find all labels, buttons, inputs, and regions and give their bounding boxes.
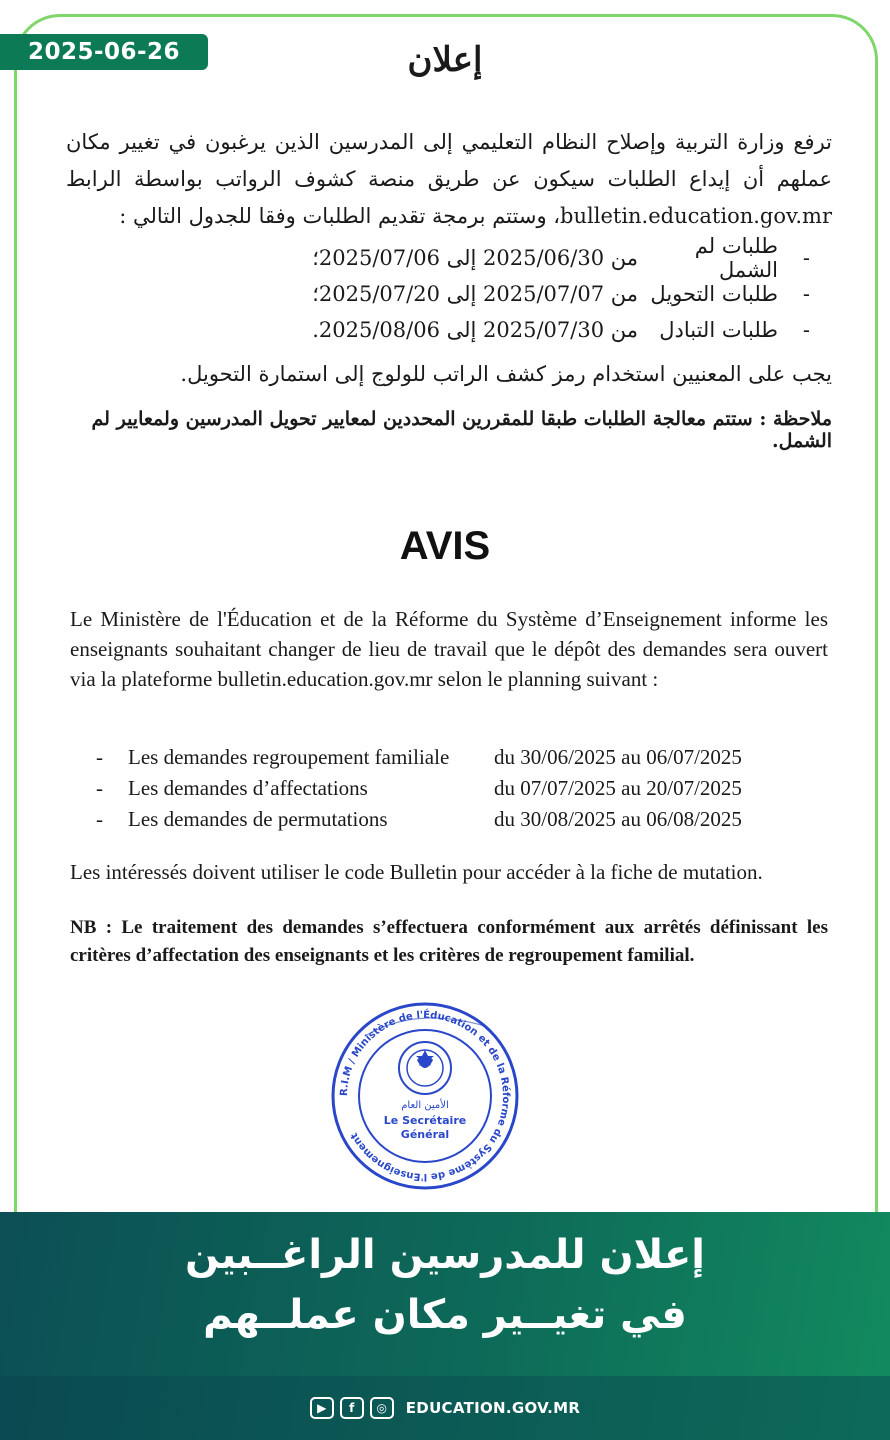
- youtube-icon[interactable]: ▶: [310, 1397, 334, 1419]
- bullet-dash: -: [96, 776, 103, 800]
- stamp-inner-french-1: Le Secrétaire: [383, 1114, 467, 1127]
- arabic-paragraph: ترفع وزارة التربية وإصلاح النظام التعليمي إلى المدرسين الذين يرغبون في تغيير مكان عملهم أن إيداع الطلبات سيكون عن طريق منصة كشوف الرواتب بواسطة الرابط bulletin.education.gov.mr، وستتم برمجة تقديم الطلبات وفقا للجدول التالي :: [66, 130, 832, 228]
- list-item: [96, 773, 776, 804]
- banner-title-line-2: في تغيــير مكان عملــهم: [203, 1292, 687, 1338]
- list-item: [96, 804, 776, 835]
- list-item: [250, 312, 810, 348]
- french-paragraph: Le Ministère de l'Éducation et de la Réforme du Système d’Enseignement informe les enseignants souhaitant changer de lieu de travail que le dépôt des demandes sera ouvert via la plateforme bulletin.education.gov.mr selon le planning suivant :: [70, 607, 828, 691]
- french-nb: NB : Le traitement des demandes s’effectuera conformément aux arrêtés définissant les critères d’affectation des enseignants et les critères de regroupement familial.: [70, 917, 828, 966]
- schedule-label: طلبات التبادل: [659, 318, 778, 342]
- footer-bar: [0, 1376, 890, 1440]
- schedule-range: من 2025/07/30 إلى 2025/08/06.: [312, 318, 638, 342]
- coat-of-arms-icon: [399, 1042, 451, 1094]
- arabic-schedule: [250, 234, 810, 348]
- bullet-dash: -: [802, 282, 810, 306]
- stamp-inner-french-2: Général: [400, 1128, 450, 1141]
- date-badge: 2025-06-26: [0, 34, 208, 70]
- footer-site-link[interactable]: EDUCATION.GOV.MR: [405, 1399, 581, 1417]
- arabic-title: إعلان: [407, 40, 483, 80]
- bullet-dash: -: [802, 318, 810, 342]
- list-item: [96, 742, 776, 773]
- stamp-inner-arabic: الأمين العام: [401, 1100, 449, 1111]
- arabic-note: ملاحظة : ستتم معالجة الطلبات طبقا للمقررين المحددين لمعايير تحويل المدرسين ولمعايير لم الشمل.: [91, 408, 832, 452]
- official-stamp: [325, 996, 525, 1196]
- schedule-label: Les demandes regroupement familiale: [128, 745, 450, 769]
- schedule-label: Les demandes de permutations: [128, 807, 388, 831]
- schedule-range: من 2025/07/07 إلى 2025/07/20؛: [312, 282, 638, 306]
- french-title: AVIS: [399, 524, 491, 568]
- stamp-outer-text: R.I.M / Ministère de l'Éducation et de la Réforme du Système de l'Enseignement: [338, 1009, 512, 1183]
- bullet-dash: -: [96, 807, 103, 831]
- schedule-label: Les demandes d’affectations: [128, 776, 368, 800]
- bullet-dash: -: [96, 745, 103, 769]
- list-item: [250, 234, 810, 282]
- schedule-range: du 30/06/2025 au 06/07/2025: [494, 745, 742, 769]
- list-item: [250, 276, 810, 312]
- schedule-range: du 07/07/2025 au 20/07/2025: [494, 776, 742, 800]
- arabic-instruction: يجب على المعنيين استخدام رمز كشف الراتب للولوج إلى استمارة التحويل.: [180, 362, 832, 386]
- bullet-dash: -: [802, 246, 810, 270]
- schedule-range: du 30/08/2025 au 06/08/2025: [494, 807, 742, 831]
- facebook-icon[interactable]: f: [340, 1397, 364, 1419]
- french-instruction: Les intéressés doivent utiliser le code Bulletin pour accéder à la fiche de mutation.: [70, 860, 763, 884]
- schedule-range: من 2025/06/30 إلى 2025/07/06؛: [312, 246, 638, 270]
- web-icon[interactable]: ◎: [370, 1397, 394, 1419]
- schedule-label: طلبات لم الشمل: [694, 234, 778, 282]
- banner-title-line-1: إعلان للمدرسين الراغــبين: [185, 1232, 705, 1278]
- french-schedule: [96, 742, 776, 835]
- schedule-label: طلبات التحويل: [650, 282, 778, 306]
